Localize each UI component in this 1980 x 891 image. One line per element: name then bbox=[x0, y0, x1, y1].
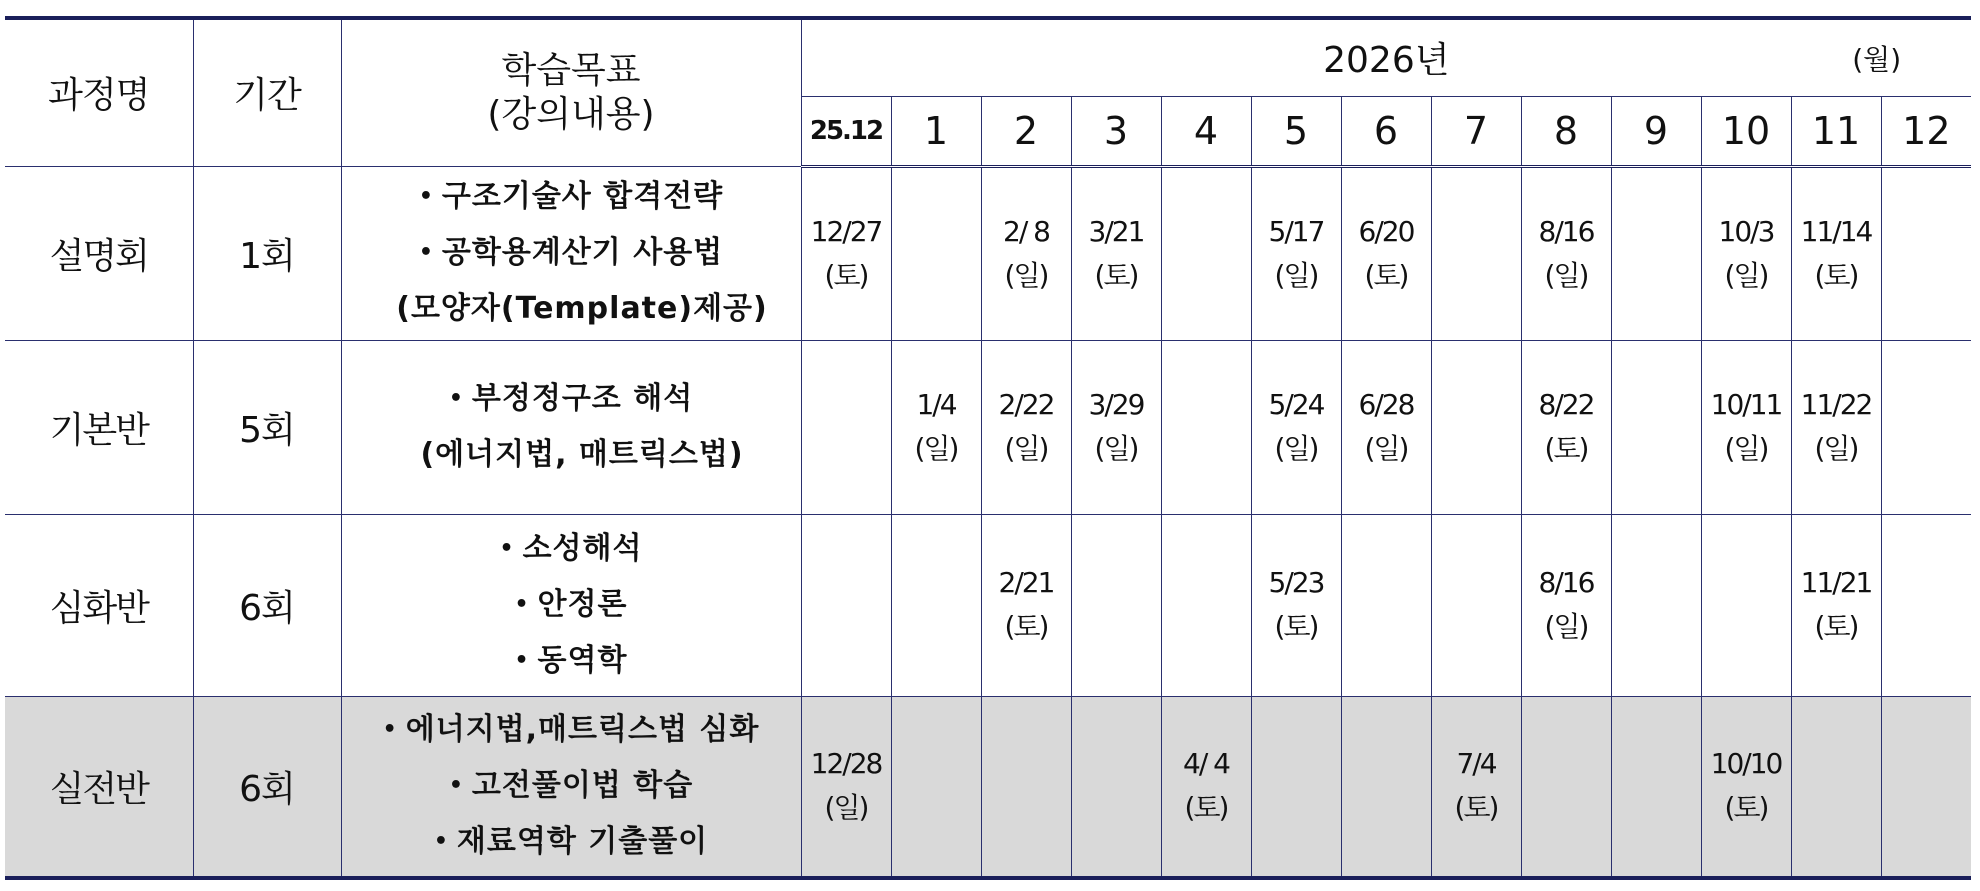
session-date: 11/22 bbox=[1800, 388, 1872, 421]
session-date-cell bbox=[1611, 514, 1701, 696]
col-header-goals bbox=[341, 18, 801, 166]
session-date-cell bbox=[1701, 696, 1791, 878]
session-date-cell bbox=[1341, 696, 1431, 878]
session-weekday: (토) bbox=[1814, 610, 1858, 643]
session-date: 1/4 bbox=[916, 388, 956, 421]
session-date-cell bbox=[1341, 514, 1431, 696]
session-date: 6/20 bbox=[1358, 214, 1414, 248]
course-period: 6회 bbox=[193, 696, 341, 878]
session-date: 3/21 bbox=[1088, 214, 1144, 248]
month-header: 25.12 bbox=[801, 96, 891, 166]
bullet-icon: • bbox=[433, 829, 449, 855]
course-name: 심화반 bbox=[5, 514, 193, 696]
month-unit-label: (월) bbox=[1852, 42, 1902, 76]
course-period: 1회 bbox=[193, 166, 341, 340]
session-date-cell bbox=[1611, 340, 1701, 514]
session-weekday: (일) bbox=[1274, 432, 1318, 465]
month-header: 6 bbox=[1341, 96, 1431, 166]
course-schedule-table bbox=[5, 16, 1971, 880]
session-date-cell bbox=[981, 340, 1071, 514]
session-date-cell bbox=[1251, 514, 1341, 696]
session-date-cell bbox=[1881, 514, 1971, 696]
session-weekday: (토) bbox=[1004, 610, 1048, 643]
session-date-cell bbox=[1431, 696, 1521, 878]
session-date-cell bbox=[1521, 696, 1611, 878]
session-date-cell bbox=[801, 340, 891, 514]
session-date: 10/10 bbox=[1710, 747, 1782, 781]
session-date-cell bbox=[1611, 696, 1701, 878]
schedule-body bbox=[5, 166, 1971, 878]
session-date-cell bbox=[1161, 696, 1251, 878]
session-date: 10/3 bbox=[1718, 214, 1774, 248]
session-weekday: (일) bbox=[1004, 432, 1048, 465]
session-date-cell bbox=[1431, 514, 1521, 696]
goal-item bbox=[342, 427, 801, 483]
month-header: 2 bbox=[981, 96, 1071, 166]
session-date-cell bbox=[1431, 340, 1521, 514]
session-weekday: (일) bbox=[1274, 258, 1318, 292]
goal-text: 동역학 bbox=[537, 643, 628, 678]
goal-text: (모양자(Template)제공) bbox=[396, 291, 768, 326]
session-date-cell bbox=[1611, 166, 1701, 340]
month-header: 10 bbox=[1701, 96, 1791, 166]
session-weekday: (토) bbox=[1364, 258, 1408, 292]
session-date: 2/22 bbox=[998, 388, 1054, 421]
session-date: 8/22 bbox=[1538, 388, 1594, 421]
course-row bbox=[5, 514, 1971, 696]
session-date-cell bbox=[1791, 166, 1881, 340]
goal-text: 공학용계산기 사용법 bbox=[441, 235, 724, 270]
session-date-cell bbox=[1791, 514, 1881, 696]
goal-text: 구조기술사 합격전략 bbox=[441, 179, 724, 214]
session-date-cell bbox=[1881, 340, 1971, 514]
goal-item bbox=[342, 577, 801, 633]
session-date: 11/21 bbox=[1800, 566, 1872, 599]
goal-item bbox=[342, 281, 801, 337]
session-weekday: (일) bbox=[1814, 432, 1858, 465]
session-date-cell bbox=[981, 166, 1071, 340]
month-header: 4 bbox=[1161, 96, 1251, 166]
session-date-cell bbox=[801, 514, 891, 696]
session-date: 4/ 4 bbox=[1183, 747, 1229, 781]
session-date-cell bbox=[1071, 696, 1161, 878]
session-date: 6/28 bbox=[1358, 388, 1414, 421]
course-row bbox=[5, 340, 1971, 514]
session-date-cell bbox=[981, 696, 1071, 878]
course-goals bbox=[341, 166, 801, 340]
session-date-cell bbox=[1431, 166, 1521, 340]
bullet-icon: • bbox=[514, 648, 530, 673]
col-header-period: 기간 bbox=[193, 18, 341, 166]
session-date-cell bbox=[1701, 514, 1791, 696]
session-date: 8/16 bbox=[1538, 566, 1594, 599]
session-date-cell bbox=[1701, 340, 1791, 514]
session-date-cell bbox=[1521, 514, 1611, 696]
goal-text: 부정정구조 해석 bbox=[471, 381, 694, 416]
course-name: 기본반 bbox=[5, 340, 193, 514]
month-header: 5 bbox=[1251, 96, 1341, 166]
course-goals bbox=[341, 514, 801, 696]
session-date-cell bbox=[1521, 166, 1611, 340]
session-date-cell bbox=[891, 340, 981, 514]
session-date-cell bbox=[1341, 166, 1431, 340]
bullet-icon: • bbox=[382, 717, 398, 743]
session-date-cell bbox=[1251, 340, 1341, 514]
bullet-icon: • bbox=[418, 240, 434, 265]
session-weekday: (일) bbox=[1004, 258, 1048, 292]
bullet-icon: • bbox=[418, 184, 434, 209]
session-date-cell bbox=[1701, 166, 1791, 340]
session-date: 10/11 bbox=[1710, 388, 1782, 421]
session-weekday: (일) bbox=[1724, 258, 1768, 292]
session-date: 7/4 bbox=[1456, 747, 1496, 781]
month-header: 3 bbox=[1071, 96, 1161, 166]
session-date: 2/ 8 bbox=[1003, 214, 1049, 248]
month-header: 7 bbox=[1431, 96, 1521, 166]
goal-item bbox=[342, 814, 801, 870]
session-weekday: (토) bbox=[1544, 432, 1588, 465]
course-row bbox=[5, 166, 1971, 340]
session-date-cell bbox=[1881, 166, 1971, 340]
goal-text: (에너지법, 매트릭스법) bbox=[420, 437, 744, 472]
bullet-icon: • bbox=[514, 592, 530, 617]
month-header: 8 bbox=[1521, 96, 1611, 166]
session-weekday: (토) bbox=[1094, 258, 1138, 292]
month-header: 9 bbox=[1611, 96, 1701, 166]
year-header bbox=[801, 18, 1971, 96]
goal-item bbox=[342, 758, 801, 814]
goal-item bbox=[342, 371, 801, 427]
session-weekday: (일) bbox=[1364, 432, 1408, 465]
session-date-cell bbox=[1071, 340, 1161, 514]
session-date: 5/23 bbox=[1268, 566, 1324, 599]
bullet-icon: • bbox=[448, 773, 464, 799]
session-date: 11/14 bbox=[1800, 214, 1872, 248]
course-name: 실전반 bbox=[5, 696, 193, 878]
session-date: 12/27 bbox=[810, 214, 882, 248]
session-date-cell bbox=[1341, 340, 1431, 514]
session-date-cell bbox=[891, 514, 981, 696]
session-date: 2/21 bbox=[998, 566, 1054, 599]
bullet-icon: • bbox=[499, 536, 515, 561]
goal-text: 에너지법,매트릭스법 심화 bbox=[405, 712, 760, 748]
session-weekday: (일) bbox=[1724, 432, 1768, 465]
session-date: 5/24 bbox=[1268, 388, 1324, 421]
session-weekday: (일) bbox=[1544, 610, 1588, 643]
course-goals bbox=[341, 696, 801, 878]
goal-text: 소성해석 bbox=[522, 531, 643, 566]
goal-item bbox=[342, 702, 801, 758]
session-weekday: (일) bbox=[824, 791, 868, 825]
goal-item bbox=[342, 169, 801, 225]
session-date-cell bbox=[1791, 696, 1881, 878]
year-label: 2026년 bbox=[1323, 40, 1450, 82]
session-weekday: (토) bbox=[1274, 610, 1318, 643]
course-row bbox=[5, 696, 1971, 878]
session-date-cell bbox=[1881, 696, 1971, 878]
session-date-cell bbox=[1161, 514, 1251, 696]
session-date-cell bbox=[801, 696, 891, 878]
course-goals bbox=[341, 340, 801, 514]
course-period: 5회 bbox=[193, 340, 341, 514]
header-row-1 bbox=[5, 18, 1971, 96]
session-date: 8/16 bbox=[1538, 214, 1594, 248]
session-weekday: (토) bbox=[1454, 791, 1498, 825]
course-name: 설명회 bbox=[5, 166, 193, 340]
goal-text: 안정론 bbox=[537, 587, 628, 622]
session-weekday: (일) bbox=[1544, 258, 1588, 292]
session-date-cell bbox=[1071, 166, 1161, 340]
session-date-cell bbox=[891, 696, 981, 878]
session-weekday: (토) bbox=[1184, 791, 1228, 825]
session-date-cell bbox=[1071, 514, 1161, 696]
session-weekday: (토) bbox=[824, 258, 868, 292]
col-header-goals-line2: (강의내용) bbox=[487, 93, 655, 135]
session-weekday: (토) bbox=[1724, 791, 1768, 825]
bullet-icon: • bbox=[448, 386, 464, 411]
goal-item bbox=[342, 225, 801, 281]
course-period: 6회 bbox=[193, 514, 341, 696]
session-date-cell bbox=[1791, 340, 1881, 514]
session-date: 5/17 bbox=[1268, 214, 1324, 248]
goal-item bbox=[342, 521, 801, 577]
session-date-cell bbox=[1161, 166, 1251, 340]
col-header-course: 과정명 bbox=[5, 18, 193, 166]
session-weekday: (일) bbox=[914, 432, 958, 465]
session-date: 12/28 bbox=[810, 747, 882, 781]
session-weekday: (토) bbox=[1814, 258, 1858, 292]
goal-item bbox=[342, 633, 801, 689]
month-header: 1 bbox=[891, 96, 981, 166]
month-header: 12 bbox=[1881, 96, 1971, 166]
session-date-cell bbox=[1251, 696, 1341, 878]
session-weekday: (일) bbox=[1094, 432, 1138, 465]
col-header-goals-line1: 학습목표 bbox=[501, 49, 641, 91]
session-date-cell bbox=[1161, 340, 1251, 514]
session-date: 3/29 bbox=[1088, 388, 1144, 421]
session-date-cell bbox=[1521, 340, 1611, 514]
goal-text: 고전풀이법 학습 bbox=[471, 768, 694, 804]
session-date-cell bbox=[981, 514, 1071, 696]
session-date-cell bbox=[891, 166, 981, 340]
session-date-cell bbox=[801, 166, 891, 340]
month-header: 11 bbox=[1791, 96, 1881, 166]
session-date-cell bbox=[1251, 166, 1341, 340]
goal-text: 재료역학 기출풀이 bbox=[456, 824, 709, 860]
